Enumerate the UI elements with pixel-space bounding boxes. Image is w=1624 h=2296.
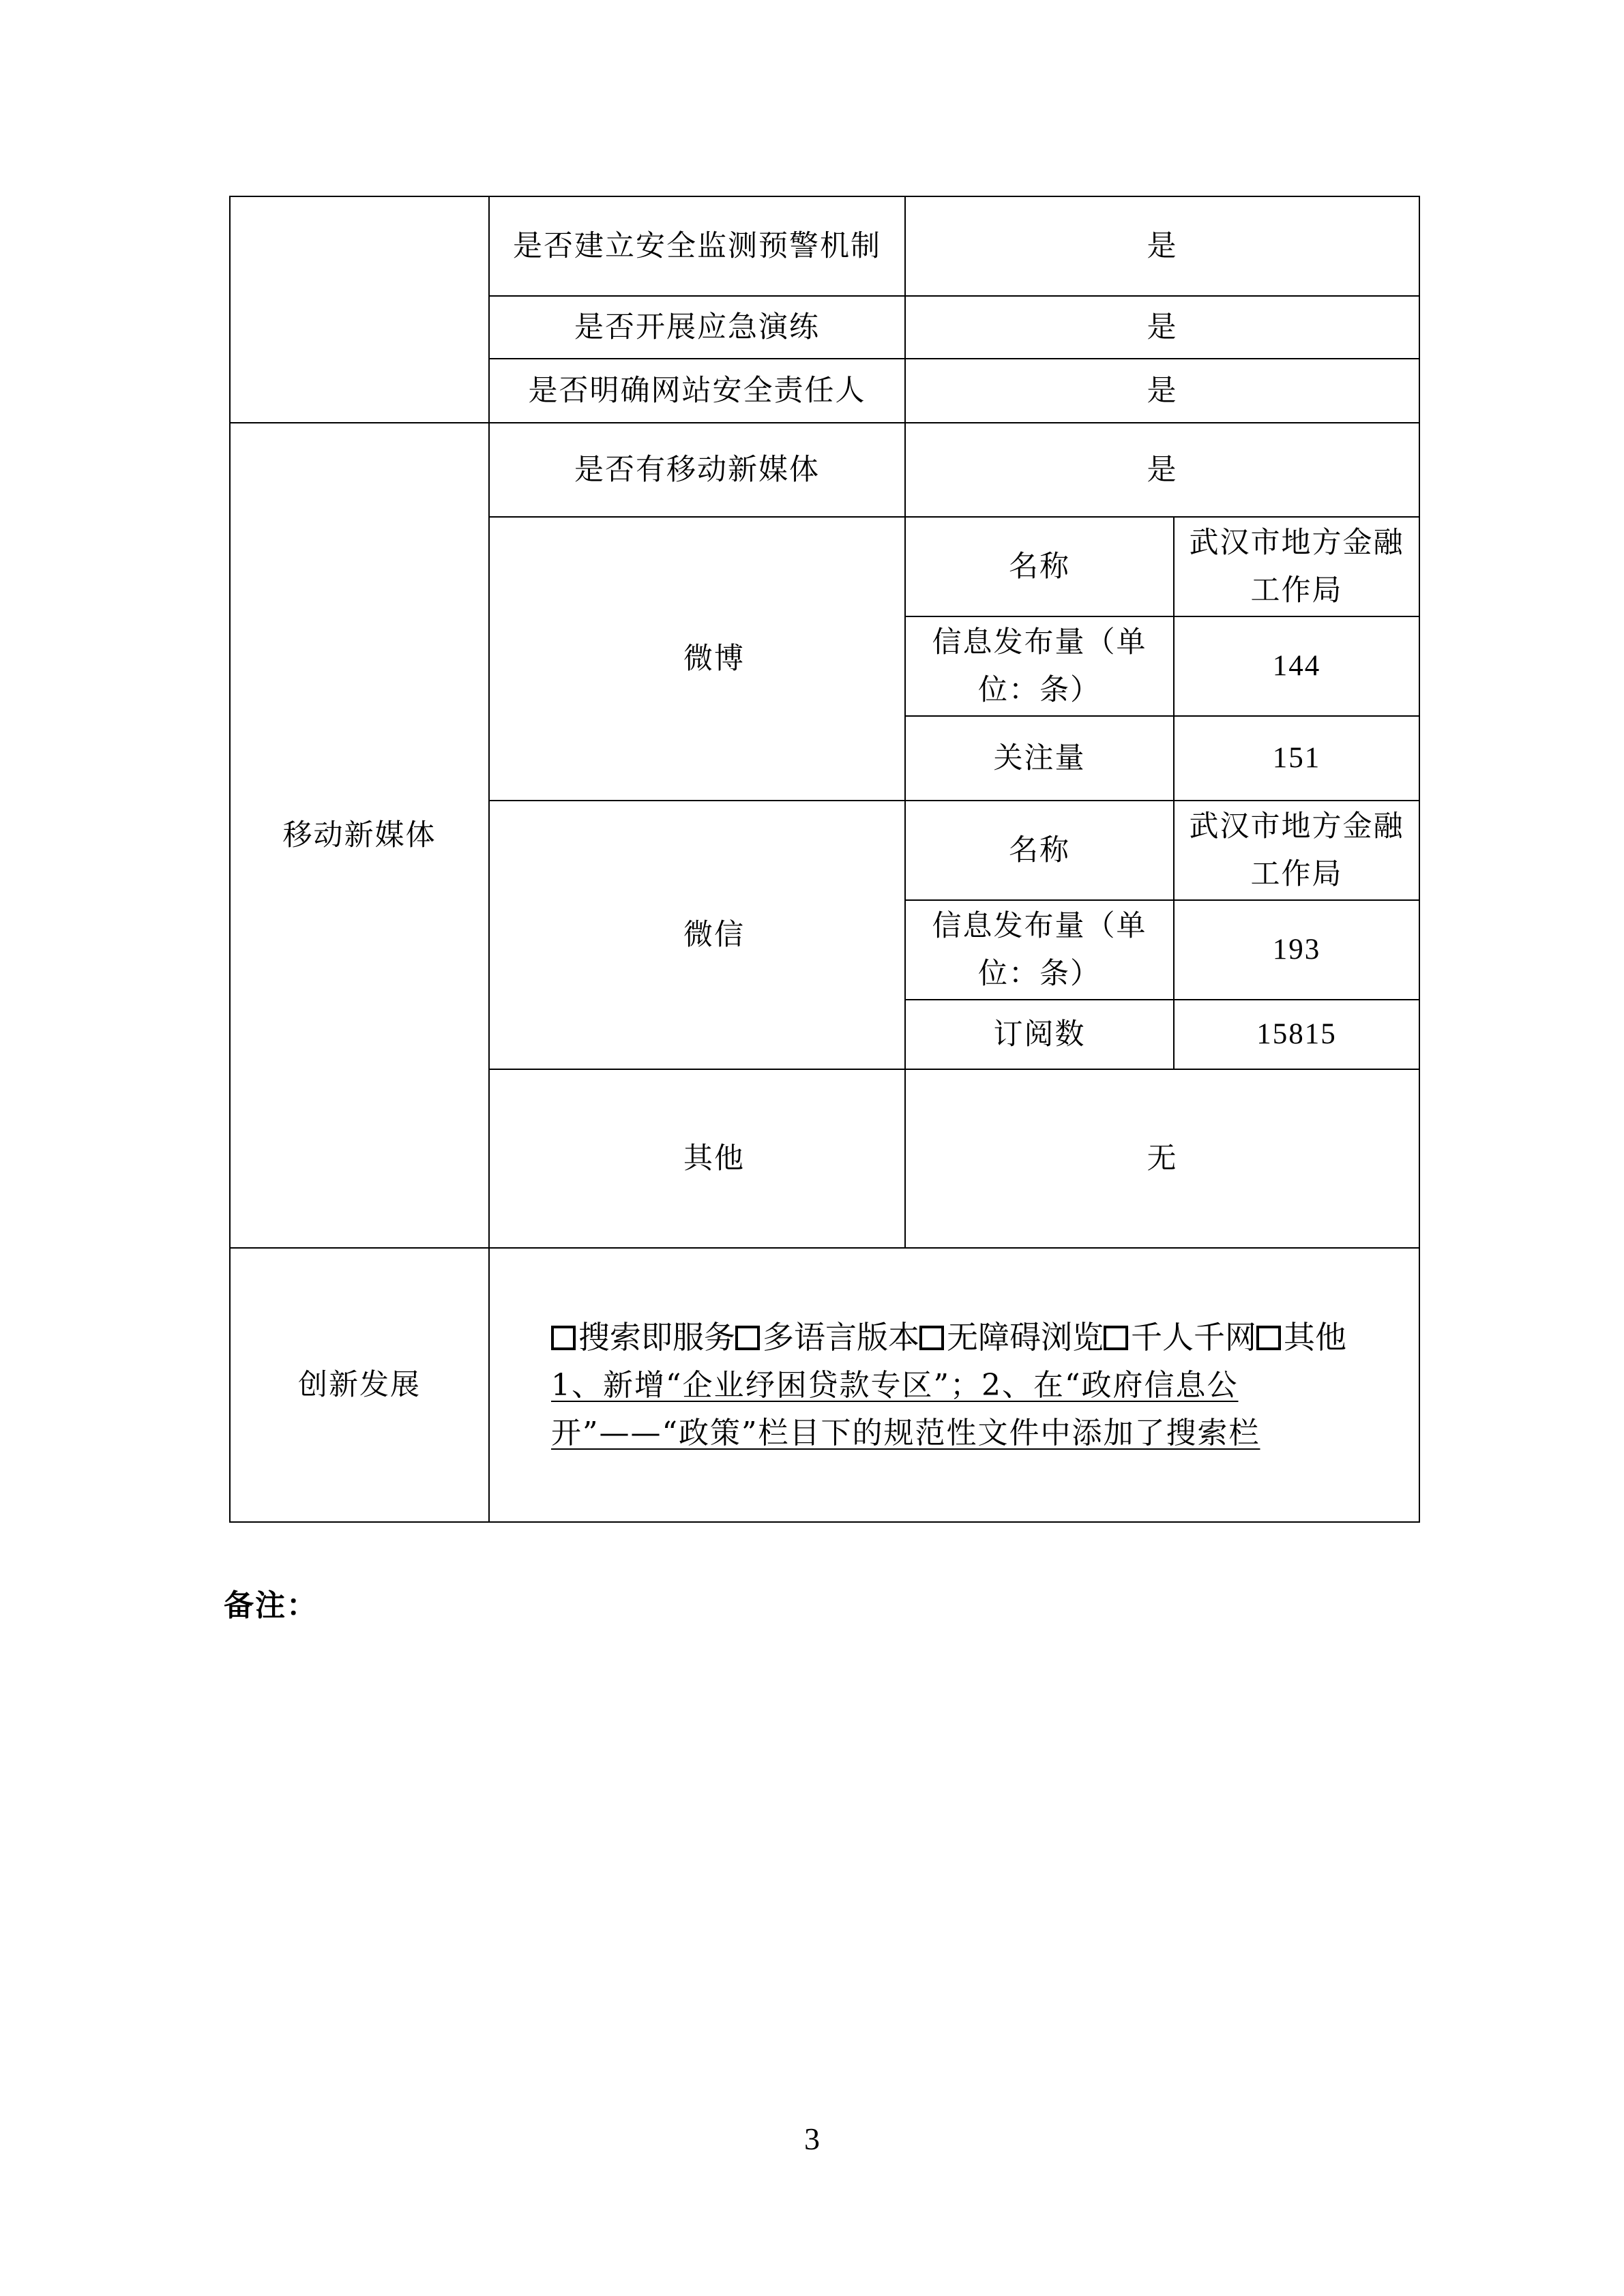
page-number: 3 xyxy=(804,2121,820,2156)
option-label: 多语言版本 xyxy=(763,1319,919,1356)
table-row xyxy=(230,1248,1419,1522)
wechat-name-label: 名称 xyxy=(905,801,1174,900)
row-value: 是 xyxy=(905,423,1419,517)
report-table xyxy=(229,196,1420,1523)
section-label-mobile: 移动新媒体 xyxy=(230,423,489,1248)
weibo-follow-value: 151 xyxy=(1174,716,1419,801)
checkbox-other[interactable] xyxy=(1256,1326,1281,1350)
table-row xyxy=(230,196,1419,296)
option-label: 其他 xyxy=(1284,1319,1346,1356)
weibo-follow-label: 关注量 xyxy=(905,716,1174,801)
other-label: 其他 xyxy=(489,1069,905,1248)
wechat-label: 微信 xyxy=(489,801,905,1069)
wechat-subs-value: 15815 xyxy=(1174,1000,1419,1069)
option-label: 无障碍浏览 xyxy=(947,1319,1104,1356)
row-value: 是 xyxy=(905,196,1419,296)
note-label: 备注： xyxy=(224,1588,318,1623)
row-label: 是否明确网站安全责任人 xyxy=(489,359,905,423)
wechat-posts-label: 信息发布量（单位：条） xyxy=(905,900,1174,1000)
row-label: 是否建立安全监测预警机制 xyxy=(489,196,905,296)
option-label: 搜索即服务 xyxy=(578,1319,735,1356)
weibo-name-value: 武汉市地方金融工作局 xyxy=(1174,517,1419,616)
row-value: 是 xyxy=(905,359,1419,423)
weibo-name-label: 名称 xyxy=(905,517,1174,616)
wechat-posts-value: 193 xyxy=(1174,900,1419,1000)
wechat-name-value: 武汉市地方金融工作局 xyxy=(1174,801,1419,900)
innovation-other-text: 1、新增“企业纾困贷款专区”；2、在“政府信息公开”——“政策”栏目下的规范性文件中添加了搜索栏 xyxy=(551,1368,1260,1450)
checkbox-search-service[interactable] xyxy=(551,1326,576,1350)
section-label-cell-empty xyxy=(230,196,489,423)
checkbox-personalized[interactable] xyxy=(1104,1326,1128,1350)
row-label: 是否有移动新媒体 xyxy=(489,423,905,517)
section-label-innovation: 创新发展 xyxy=(230,1248,489,1522)
row-value: 是 xyxy=(905,296,1419,359)
innovation-checkbox-list xyxy=(551,1313,1391,1362)
row-label: 是否开展应急演练 xyxy=(489,296,905,359)
innovation-content xyxy=(489,1248,1419,1522)
table-row xyxy=(230,423,1419,517)
weibo-posts-label: 信息发布量（单位：条） xyxy=(905,616,1174,716)
option-label: 千人千网 xyxy=(1131,1319,1256,1356)
checkbox-multilingual[interactable] xyxy=(735,1326,760,1350)
other-value: 无 xyxy=(905,1069,1419,1248)
weibo-label: 微博 xyxy=(489,517,905,801)
checkbox-accessibility[interactable] xyxy=(919,1326,944,1350)
weibo-posts-value: 144 xyxy=(1174,616,1419,716)
wechat-subs-label: 订阅数 xyxy=(905,1000,1174,1069)
